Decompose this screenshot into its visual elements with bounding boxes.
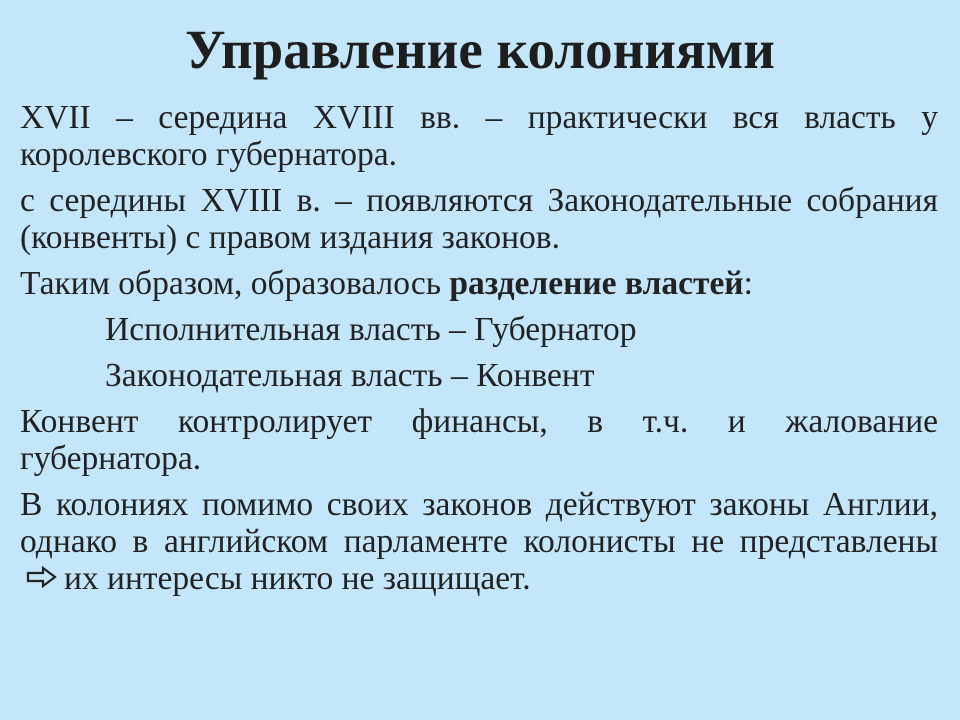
paragraph-5	[20, 486, 938, 597]
paragraph-3-text: Таким образом, образовалось	[20, 265, 450, 302]
paragraph-3-colon: :	[743, 265, 753, 302]
paragraph-5-text-before: В колониях помимо своих законов действуют законы Англии, однако в английском парламенте колонисты не представлены	[20, 486, 938, 560]
paragraph-2: с середины XVIII в. – появляются Законодательные собрания (конвенты) с правом издания законов.	[20, 182, 938, 256]
paragraph-5-text-after: их интересы никто не защищает.	[64, 560, 531, 597]
slide-title: Управление колониями	[185, 19, 775, 80]
separation-of-powers-term: разделение властей	[449, 265, 744, 302]
executive-power-line: Исполнительная власть – Губернатор	[105, 311, 637, 348]
legislative-power-line: Законодательная власть – Конвент	[105, 357, 595, 394]
slide-body	[20, 99, 938, 606]
right-arrow-outline-icon	[26, 566, 58, 588]
paragraph-4: Конвент контролирует финансы, в т.ч. и жалование губернатора.	[20, 403, 938, 477]
paragraph-3	[20, 265, 938, 302]
paragraph-1: XVII – середина XVIII вв. – практически вся власть у королевского губернатора.	[20, 99, 938, 173]
